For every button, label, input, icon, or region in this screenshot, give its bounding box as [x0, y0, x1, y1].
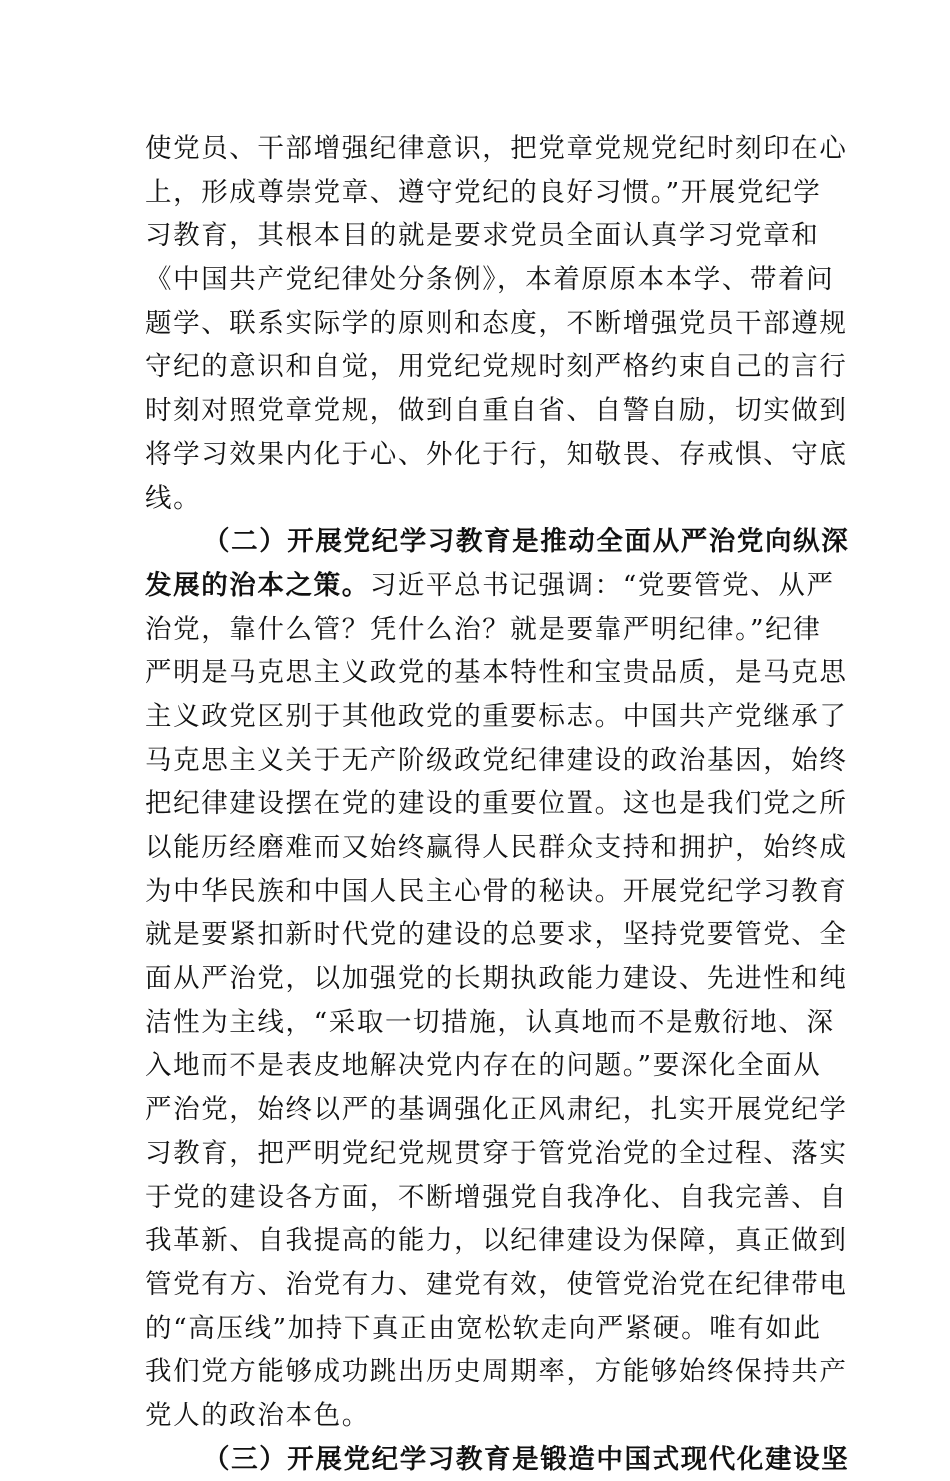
text-line: 治党，靠什么管？凭什么治？就是要靠严明纪律。”纪律	[145, 613, 822, 645]
text-run: 习近平总书记强调：“党要管党、从严	[369, 569, 835, 601]
text-line: 于党的建设各方面，不断增强党自我净化、自我完善、自	[145, 1181, 848, 1213]
document-body	[145, 127, 850, 1481]
text-line: 就是要紧扣新时代党的建设的总要求，坚持党要管党、全	[145, 919, 848, 951]
text-line: 严治党，始终以严的基调强化正风肃纪，扎实开展党纪学	[145, 1094, 848, 1126]
text-line: 的“高压线”加持下真正由宽松软走向严紧硬。唯有如此	[145, 1312, 822, 1344]
paragraph-2	[145, 520, 850, 1437]
text-line: 入地而不是表皮地解决党内存在的问题。”要深化全面从	[145, 1050, 822, 1082]
text-line: 把纪律建设摆在党的建设的重要位置。这也是我们党之所	[145, 788, 848, 820]
text-line: 时刻对照党章党规，做到自重自省、自警自励，切实做到	[145, 395, 848, 427]
text-line: 我革新、自我提高的能力，以纪律建设为保障，真正做到	[145, 1225, 848, 1257]
text-line: 主义政党区别于其他政党的重要标志。中国共产党继承了	[145, 700, 848, 732]
text-line: 习教育，其根本目的就是要求党员全面认真学习党章和	[145, 220, 820, 252]
section-heading-2: （二）开展党纪学习教育是推动全面从严治党向纵深	[203, 526, 850, 558]
paragraph-1	[145, 127, 848, 520]
section-heading-2-continued: 发展的治本之策。	[145, 569, 370, 601]
text-line	[145, 564, 835, 608]
text-line: 面从严治党，以加强党的长期执政能力建设、先进性和纯	[145, 963, 848, 995]
text-line: 管党有方、治党有力、建党有效，使管党治党在纪律带电	[145, 1268, 848, 1300]
text-line: 马克思主义关于无产阶级政党纪律建设的政治基因，始终	[145, 744, 848, 776]
text-line: 习教育，把严明党纪党规贯穿于管党治党的全过程、落实	[145, 1137, 848, 1169]
section-heading-3: （三）开展党纪学习教育是锻造中国式现代化建设坚	[203, 1443, 850, 1475]
text-line: 上，形成尊崇党章、遵守党纪的良好习惯。”开展党纪学	[145, 176, 822, 208]
text-line: 守纪的意识和自觉，用党纪党规时刻严格约束自己的言行	[145, 351, 848, 383]
text-line: 题学、联系实际学的原则和态度，不断增强党员干部遵规	[145, 307, 848, 339]
text-line: 以能历经磨难而又始终赢得人民群众支持和拥护，始终成	[145, 832, 848, 863]
text-line: 《中国共产党纪律处分条例》，本着原原本本学、带着问	[145, 264, 835, 296]
text-line: 为中华民族和中国人民主心骨的秘诀。开展党纪学习教育	[145, 875, 848, 907]
text-line: 将学习效果内化于心、外化于行，知敬畏、存戒惧、守底	[145, 438, 848, 470]
text-line: 我们党方能够成功跳出历史周期率，方能够始终保持共产	[145, 1356, 848, 1388]
text-line: 使党员、干部增强纪律意识，把党章党规党纪时刻印在心	[145, 133, 848, 164]
text-line: 线。	[145, 482, 202, 514]
text-line: 严明是马克思主义政党的基本特性和宝贵品质，是马克思	[145, 657, 848, 689]
text-line: 洁性为主线，“采取一切措施，认真地而不是敷衍地、深	[145, 1006, 835, 1038]
text-line: 党人的政治本色。	[145, 1399, 370, 1431]
paragraph-3	[145, 1438, 850, 1481]
